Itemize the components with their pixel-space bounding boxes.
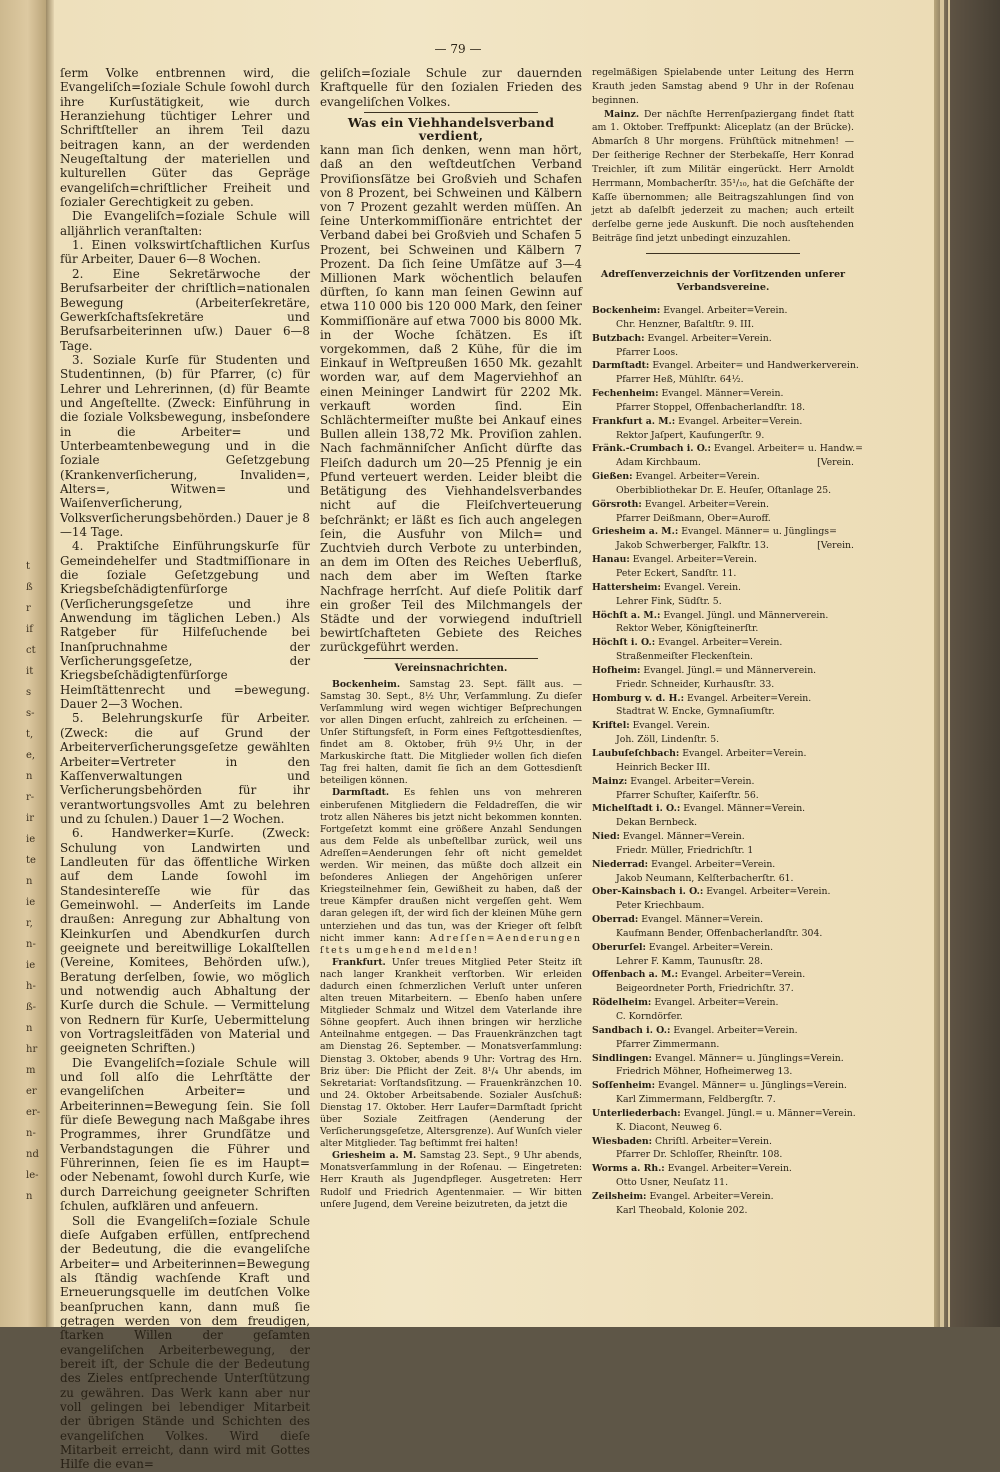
directory-town: Oberrad: (592, 914, 639, 926)
margin-fragment: ß (26, 582, 33, 593)
directory-verein: Evangel. Verein. (629, 720, 710, 732)
directory-chairman (616, 567, 854, 581)
directory-person: Stadtrat W. Encke, Gymnaſiumſtr. (616, 706, 775, 718)
directory-entry (592, 332, 854, 346)
margin-fragment: ir (26, 813, 34, 824)
directory-chairman (616, 844, 854, 858)
directory-verein: Evangel. Arbeiter=Verein. (660, 304, 788, 316)
directory-verein: Evangel. Arbeiter=Verein. (645, 941, 774, 953)
directory-person: C. Korndörfer. (616, 1011, 683, 1022)
directory-person: Oberbibliothekar Dr. E. Heuſer, Oſtanlage 25. (616, 484, 832, 496)
directory-town: Homburg v. d. H.: (592, 692, 685, 704)
directory-verein: Evangel. Arbeiter=Verein. (684, 692, 812, 704)
margin-fragment: s (26, 687, 32, 698)
directory-entry (592, 581, 854, 595)
directory-verein: Evangel. Männer=Verein. (680, 803, 806, 815)
directory-person: Chr. Henzner, Baſaltſtr. 9. III. (616, 318, 755, 330)
section-title: Vereinsnachrichten. (394, 662, 508, 674)
margin-fragment: te (26, 855, 36, 866)
margin-fragment: n (26, 876, 33, 887)
directory-town: Sindlingen: (592, 1052, 652, 1064)
paragraph: 4. Praktiſche Einführungskurſe für Gemeindehelfer und Stadtmiſſionare in die ſoziale Geſetzgebung und Kriegsbeſchädigtenfürſorge (Verſicherungsgeſetze und ihre Anwendung im täglichen Leben.) Als Ratgeber für Hilfeſuchende bei Inanſpruchnahme der Verſicherungsgeſetze, der Kriegsbeſchädigtenfürſorge Heimſtättenrecht und =bewegung. Dauer 2—3 Wochen. (60, 539, 310, 712)
directory-town: Sandbach i. O.: (592, 1024, 671, 1036)
directory-entry (592, 304, 854, 318)
news-item (320, 787, 582, 956)
news-town: Frankfurt. (332, 956, 386, 968)
directory-verein: Evangel. Arbeiter=Verein. (648, 858, 776, 870)
directory-entry (592, 913, 854, 927)
directory-verein-tail: [Verein. (817, 457, 854, 469)
directory-verein: Evangel. Arbeiter=Verein. (644, 332, 772, 344)
news-list (320, 679, 582, 1211)
directory-verein: Evangel. Arbeiter=Verein. (641, 498, 770, 510)
directory-town: Rödelheim: (592, 997, 652, 1009)
directory-entry (592, 885, 854, 899)
directory-entry (592, 747, 854, 761)
directory-chairman (616, 982, 854, 996)
directory-town: Niederrad: (592, 858, 649, 870)
directory-chairman (616, 539, 854, 553)
margin-fragment: n (26, 771, 33, 782)
directory-entry (592, 830, 854, 844)
directory-town: Ober-Kainsbach i. O.: (592, 886, 704, 898)
directory-chairman (616, 650, 854, 664)
directory-chairman (616, 1148, 854, 1162)
page-edge-band (948, 0, 950, 1327)
divider (364, 112, 538, 113)
margin-fragment: e, (26, 750, 36, 761)
directory-person: Pfarrer Loos. (616, 346, 679, 358)
directory-chairman (616, 622, 854, 636)
directory-person: Lehrer F. Kamm, Taunusſtr. 28. (616, 955, 764, 967)
directory-person: Dekan Bernbeck. (616, 817, 698, 829)
margin-fragment: h- (26, 981, 36, 992)
directory-chairman (616, 1121, 854, 1135)
directory-entry (592, 719, 854, 733)
directory-person: Jakob Neumann, Kelſterbacherſtr. 61. (616, 872, 794, 884)
margin-fragment: ct (26, 645, 36, 656)
directory-entry (592, 692, 854, 706)
margin-fragment: t, (26, 729, 34, 740)
margin-fragment: ie (26, 960, 36, 971)
page-edge-band (940, 0, 944, 1327)
column-1 (60, 66, 310, 1472)
margin-fragment: t (26, 561, 31, 572)
directory-verein: Evangel. Arbeiter=Verein. (651, 997, 779, 1009)
directory-entry (592, 387, 854, 401)
news-item (320, 957, 582, 1151)
directory-town: Bockenheim: (592, 304, 661, 316)
directory-chairman (616, 401, 854, 415)
directory-town: Hattersheim: (592, 581, 661, 593)
paragraph: 2. Eine Sekretärwoche der Berufsarbeiter der chriſtlich=nationalen Bewegung (Arbeiterſekretäre, Gewerkſchaftsſekretäre und Berufsarbeiterinnen uſw.) Dauer 6—8 Tage. (60, 266, 310, 353)
directory-town: Darmſtadt: (592, 360, 650, 372)
directory-chairman (616, 346, 854, 360)
directory-town: Laubuſeſchbach: (592, 747, 680, 759)
directory-town: Worms a. Rh.: (592, 1163, 665, 1175)
directory-entry (592, 1024, 854, 1038)
news-item (320, 679, 582, 788)
directory-verein: Evangel. Jüngl.= u. Männer=Verein. (680, 1107, 856, 1119)
directory-verein: Evangel. Männer=Verein. (658, 388, 784, 400)
margin-fragment: m (26, 1065, 36, 1076)
directory-verein: Chriſtl. Arbeiter=Verein. (652, 1135, 772, 1147)
margin-fragment: hr (26, 1044, 38, 1055)
directory-town: Griesheim a. M.: (592, 526, 679, 538)
margin-fragment: n- (26, 939, 36, 950)
margin-fragment: nd (26, 1149, 39, 1160)
directory-person: Heinrich Becker III. (616, 761, 711, 773)
directory-town: Michelſtadt i. O.: (592, 803, 681, 815)
directory-person: Jakob Schwerberger, Falkſtr. 13. (616, 540, 769, 552)
directory-person: Pfarrer Zimmermann. (616, 1038, 720, 1050)
directory-chairman (616, 816, 854, 830)
directory-entry (592, 1079, 854, 1093)
margin-fragment: r, (26, 918, 33, 929)
margin-fragment: le- (26, 1170, 39, 1181)
directory-chairman (616, 927, 854, 941)
directory-person: Straßenmeiſter Fleckenſtein. (616, 651, 754, 663)
directory-chairman (616, 318, 854, 332)
directory-person: Karl Theobald, Kolonie 202. (616, 1204, 748, 1216)
directory-chairman (616, 1176, 854, 1190)
directory-entry (592, 525, 854, 539)
paragraph: geliſch=ſoziale Schule zur dauernden Kraftquelle für den ſozialen Frieden des evangeliſchen Volkes. (320, 66, 582, 109)
directory-person: Otto Usner, Neuſatz 11. (616, 1177, 729, 1189)
directory-chairman (616, 1065, 854, 1079)
margin-fragment: if (26, 624, 33, 635)
paragraph: ſerm Volke entbrennen wird, die Evangeliſch=ſoziale Schule ſowohl durch ihre Kurſustätigkeit, wie durch Heranziehung tüchtiger Lehrer und Schriftſteller an ihrem Teil dazu beitragen kann, an der werdenden Neugeſtaltung der materiellen und kulturellen Güter das Gepräge evangeliſch=chriſtlicher Freiheit und ſozialer Gerechtigkeit zu geben. (60, 66, 310, 210)
directory-town: Unterliederbach: (592, 1107, 681, 1119)
directory-verein: Evangel. Arbeiter=Verein. (703, 886, 831, 898)
directory-person: Friedr. Schneider, Kurhausſtr. 33. (616, 678, 775, 690)
directory-entry (592, 1107, 854, 1121)
margin-fragment: er- (26, 1107, 41, 1118)
directory-town: Frankfurt a. M.: (592, 415, 676, 427)
news-text: Samstag 23. Sept. fällt aus. — Samstag 30. Sept., 8½ Uhr, Verſammlung. Zu dieſer Verſammlung wird wegen wichtiger Beſprechungen vor allen Dingen erſucht, zahlreich zu erſcheinen. — Unſer Stiftungsfeſt, in Form eines Feſtgottesdienſtes, findet am 8. Oktober, früh 9½ Uhr, in der Markuskirche ſtatt. Die Mitglieder wollen ſich dieſen Tag frei halten, damit ſie ſich an dem Gottesdienſt beteiligen können. (320, 678, 582, 787)
column-2 (320, 66, 582, 1211)
directory-chairman (616, 1010, 854, 1024)
news-text: Samstag 23. Sept., 9 Uhr abends, Monatsverſammlung in der Roſenau. — Eingetreten: Herr Krauth als Jugendpfleger. Ausgetreten: Herr Rudolf und Friedrich Agentenmaier. — Wir bitten unſere Jugend, dem Vereine beizutreten, da jetzt die (320, 1150, 582, 1210)
directory-person: Adam Kirchbaum. (616, 457, 701, 469)
directory-verein: Evangel. Verein. (660, 581, 742, 593)
margin-fragment: ß- (26, 1002, 37, 1013)
directory-person: Pfarrer Schuſter, Kaiſerſtr. 56. (616, 789, 759, 801)
directory-person: K. Diacont, Neuweg 6. (616, 1121, 723, 1133)
directory-verein: Evangel. Männer=Verein. (619, 831, 745, 843)
directory-town: Fränk.-Crumbach i. O.: (592, 443, 711, 455)
margin-fragment: n (26, 1023, 33, 1034)
column-3 (592, 66, 863, 1218)
directory-verein: Evangel. Arbeiter=Verein. (670, 1024, 798, 1036)
directory-entry (592, 996, 854, 1010)
article-title: Was ein Viehhandelsverband verdient, (347, 115, 555, 144)
margin-fragment: it (26, 666, 34, 677)
article-text: kann man ſich denken, wenn man hört, daß an den weſtdeutſchen Verband Proviſionsſätze bei Großvieh und Schafen von 8 Prozent, bei Schweinen und Kälbern von 7 Prozent gezahlt werden müſſen. An ſeine Unterkommiſſionäre entrichtet der Verband dabei bei Großvieh und Schafen 5 Prozent, bei Schweinen und Kälbern 7 Prozent. Da ſich ſeine Umſätze auf 3—4 Millionen Mark wöchentlich belaufen dürften, ſo kann man ſeinen Gewinn auf etwa 110 000 bis 120 000 Mark, den ſeiner Kommiſſionäre auf etwa 7000 bis 8000 Mk. in der Woche ſchätzen. Es iſt vorgekommen, daß 2 Kühe, für die im Einkauf in Weſtpreußen 1650 Mk. gezahlt worden war, auf dem Magerviehhof an einen Meininger Landwirt für 2202 Mk. verkauft worden ſind. Ein Schlächtermeiſter mußte bei Ankauf eines Bullen allein 138,72 Mk. Proviſion zahlen. Nach fachmänniſcher Anſicht dürfte das Fleiſch dadurch um 20—25 Pfennig je ein Pfund verteuert werden. Leider bleibt die Betätigung des Viehhandelsverbandes nicht auf die Fleiſchverteuerung beſchränkt; er läßt es ſich auch angelegen ſein, die Ausfuhr von Milch= und Zuchtvieh durch Verbote zu unterbinden, an dem im Oſten des Reiches Ueberfluß, nach dem aber im Weſten ſtarke Nachfrage herrſcht. Auf dieſe Politik darf ein großer Teil des Milchmangels der Städte und der vorwiegend induſtriell bewirtſchafteten Gebiete des Reiches zurückgeführt werden. (320, 143, 582, 655)
margin-fragment: er (26, 1086, 37, 1097)
directory-entry (592, 1190, 854, 1204)
paragraph: Die Evangeliſch=ſoziale Schule will alljährlich veranſtalten: (60, 209, 310, 238)
directory-town: Offenbach a. M.: (592, 969, 679, 981)
directory-chairman (616, 1093, 854, 1107)
directory-person: Karl Zimmermann, Feldbergſtr. 7. (616, 1094, 776, 1106)
directory-entry (592, 941, 854, 955)
directory-entry (592, 470, 854, 484)
directory-chairman (616, 955, 854, 969)
paragraph: Soll die Evangeliſch=ſoziale Schule dieſe Aufgaben erfüllen, entſprechend der Bedeutung, die die evangeliſche Arbeiter= und Arbeiterinnen=Bewegung als ſtändig wachſende Kraft und Erneuerungsquelle im deutſchen Volke beanſpruchen kann, dann muß ſie getragen werden von dem freudigen, ſtarken Willen der geſamten evangeliſchen Arbeiterbewegung, der bereit iſt, der Schule die der Bedeutung des Zieles entſprechende Unterſtützung zu gewähren. Das Werk kann aber nur voll gelingen bei lebendiger Mitarbeit der übrigen Stände und Schichten des evangeliſchen Volkes. Wird dieſe Mitarbeit erreicht, dann wird mit Gottes Hilfe die evan= (60, 1213, 310, 1472)
directory-town: Oberurſel: (592, 941, 646, 953)
page-number: — 79 — (434, 42, 482, 56)
directory-verein: Evangel. Jüngl. und Männerverein. (660, 609, 829, 621)
divider (364, 658, 538, 659)
directory-verein: Evangel. Arbeiter= u. Handw.= (710, 443, 863, 455)
directory-town: Mainz: (592, 775, 628, 787)
directory-verein: Evangel. Männer=Verein. (638, 914, 764, 926)
news-town: Mainz. (604, 108, 640, 120)
directory-chairman (616, 595, 854, 609)
directory-chairman (616, 705, 854, 719)
directory-verein-tail: [Verein. (817, 540, 854, 552)
directory-entry (592, 775, 854, 789)
directory-entry (592, 802, 854, 816)
news-item (320, 1150, 582, 1210)
directory-title (592, 268, 854, 294)
directory-person: Rektor Jaſpert, Kaufungerſtr. 9. (616, 429, 765, 441)
directory-person: Pfarrer Deißmann, Ober=Auroff. (616, 512, 771, 524)
directory-chairman (616, 429, 854, 443)
directory-verein: Evangel. Arbeiter=Verein. (655, 637, 783, 649)
book-gutter (46, 0, 54, 1327)
directory-verein: Evangel. Arbeiter=Verein. (646, 1190, 774, 1202)
news-town: Bockenheim. (332, 678, 401, 690)
directory-verein: Evangel. Arbeiter=Verein. (629, 554, 757, 566)
margin-fragment: n- (26, 1128, 36, 1139)
margin-fragment: r (26, 603, 31, 614)
directory-entry (592, 498, 854, 512)
directory-chairman (616, 899, 854, 913)
paragraph: Die Evangeliſch=ſoziale Schule will und ſoll alſo die Lehrſtätte der evangeliſchen Arbeiter= und Arbeiterinnen=Bewegung ſein. Sie ſoll für dieſe Bewegung nach Maßgabe ihres Programmes, ihrer Grundſätze und Verbandstagungen die Führer und Führerinnen, ſeien ſie es im Haupt= oder Nebenamt, ſowohl durch Kurſe, wie durch Darreichung geeigneter Schriften ſchulen, aufklären und anfeuern. (60, 1055, 310, 1214)
directory-person: Friedr. Müller, Friedrichſtr. 1 (616, 844, 754, 856)
margin-fragment: s- (26, 708, 35, 719)
news-emphasis: Adreſſen=Aenderungen ſtets umgehend melden! (320, 932, 582, 956)
directory-entry (592, 858, 854, 872)
paragraph: 3. Soziale Kurſe für Studenten und Studentinnen, (b) für Pfarrer, (c) für Lehrer und Lehrerinnen, (d) für Beamte und Angeſtellte. (Zweck: Einführung in die ſoziale Volksbewegung, insbeſondere in die Arbeiter= und Unterbeamtenbewegung und in die ſoziale Geſetzgebung (Krankenverſicherung, Invaliden=, Alters=, Witwen= und Waiſenverſicherung, Volksverſicherungsbehörden.) Dauer je 8—14 Tage. (60, 352, 310, 539)
directory-verein: Evangel. Arbeiter=Verein. (627, 775, 755, 787)
directory-person: Peter Eckert, Sandſtr. 11. (616, 568, 737, 579)
directory-town: Hofheim: (592, 664, 641, 676)
news-text: Der nächſte Herrenſpaziergang findet ſtatt am 1. Oktober. Treffpunkt: Aliceplatz (an der Brücke). Abmarſch 8 Uhr morgens. Frühſtück mitnehmen! — Der ſeitherige Rechner der Sterbekaſſe, Herr Konrad Treichler, iſt zum Militär eingerückt. Herr Arnoldt Herrmann, Mombacherſtr. 35¹/₁₀, hat die Geſchäfte der Kaſſe übernommen; alle Beitragszahlungen ſind von jetzt ab daſelbſt jederzeit zu machen; auch erteilt derſelbe gerne jede Auskunft. Die noch ausſtehenden Beiträge ſind jetzt unbedingt einzuzahlen. (592, 108, 854, 245)
directory-town: Höchſt i. O.: (592, 637, 656, 649)
directory-entry (592, 968, 854, 982)
directory-town: Fechenheim: (592, 388, 659, 400)
directory-verein: Evangel. Arbeiter=Verein. (675, 415, 803, 427)
directory-chairman (616, 761, 854, 775)
directory-town: Kriftel: (592, 720, 630, 732)
directory-verein: Evangel. Männer= u. Jünglings= (678, 526, 837, 538)
directory-town: Hanau: (592, 554, 630, 566)
paragraph: 1. Einen volkswirtſchaftlichen Kurſus für Arbeiter, Dauer 6—8 Wochen. (60, 238, 310, 267)
directory-chairman (616, 1204, 854, 1218)
news-item (592, 108, 854, 246)
directory-town: Höchſt a. M.: (592, 609, 661, 621)
previous-page-edge (0, 0, 46, 1327)
directory-entry (592, 1162, 854, 1176)
news-text: Es fehlen uns von mehreren einberufenen Mitgliedern die Feldadreſſen, die wir trotz allen Näheres bis jetzt nicht bekommen konnten. Fortgeſetzt kommt eine größere Anzahl Sendungen aus dem Felde als unbeſtellbar zurück, weil uns Adreſſen=Aenderungen ſehr oft nicht gemeldet werden. Wir meinen, das müßte doch allzeit ein beſonderes Anliegen der Angehörigen unſerer Kriegsteilnehmer ſein, Gewißheit zu haben, daß der treue Kämpfer draußen nicht vergeſſen geht. Wem daran gelegen iſt, der wird ſich der kleinen Mühe gern unterziehen und das tun, was der Krieger oft ſelbſt nicht immer kann: (320, 787, 582, 944)
margin-fragment: r- (26, 792, 35, 803)
directory-title-line: Verbandsvereine. (676, 281, 770, 293)
directory-verein: Evangel. Männer= u. Jünglings=Verein. (651, 1052, 844, 1064)
paragraph: 6. Handwerker=Kurſe. (Zweck: Schulung von Landwirten und Landleuten für das öffentliche Wirken auf dem Lande ſowohl im Standesintereſſe wie für das Gemeinwohl. — Anderſeits im Lande draußen: Anregung zur Abhaltung von Kleinkurſen und Abendkurſen durch geeignete und bereitwillige Lokalſtellen (Vereine, Komitees, Behörden uſw.), Beratung derſelben, ſowie, wo möglich und notwendig auch Abhaltung der Kurſe durch die Schule. — Vermittelung von Rednern für Kurſe, Uebermittelung von Vortragsleitfäden von Material und geeigneten Schriften.) (60, 826, 310, 1056)
directory-person: Pfarrer Dr. Schloſſer, Rheinſtr. 108. (616, 1149, 783, 1161)
directory-town: Butzbach: (592, 332, 645, 344)
directory-person: Beigeordneter Porth, Friedrichſtr. 37. (616, 983, 794, 995)
directory-verein: Evangel. Arbeiter=Verein. (664, 1163, 792, 1175)
paragraph: regelmäßigen Spielabende unter Leitung des Herrn Krauth jeden Samstag abend 9 Uhr in der Roſenau beginnen. (592, 67, 854, 106)
directory-chairman (616, 373, 854, 387)
directory-entry (592, 359, 859, 373)
directory-town: Zeilsheim: (592, 1190, 647, 1202)
directory-chairman (616, 733, 854, 747)
directory-person: Pfarrer Heß, Mühlſtr. 64½. (616, 374, 744, 386)
directory-chairman (616, 456, 854, 470)
directory-entry (592, 1052, 854, 1066)
directory-chairman (616, 678, 854, 692)
directory-verein: Evangel. Männer= u. Jünglings=Verein. (655, 1080, 847, 1092)
directory-verein: Evangel. Arbeiter=Verein. (632, 471, 760, 483)
margin-fragment: n (26, 1191, 33, 1202)
directory-chairman (616, 1038, 854, 1052)
book-edge (934, 0, 1000, 1327)
paragraph: 5. Belehrungskurſe für Arbeiter. (Zweck: die auf Grund der Arbeiterverſicherungsgeſetze gewählten Arbeiter=Vertreter in den Kaſſenverwaltungen und Verſicherungsbehörden für ihr verantwortungsvolles Amt zu belehren und zu ſchulen.) Dauer 1—2 Wochen. (60, 711, 310, 826)
directory-entry (592, 636, 854, 650)
directory-entry (592, 609, 854, 623)
directory-list (592, 304, 863, 1218)
news-text: Unſer treues Mitglied Peter Steitz iſt nach langer Krankheit verſtorben. Wir erleiden dadurch einen ſchmerzlichen Verluſt unter unſeren alten treuen Mitarbeitern. — Ebenſo haben unſere Mitglieder Schmalz und Witzel dem Vaterlande ihre Söhne geopfert. Auch ihnen bringen wir herzliche Anteilnahme entgegen. — Das Frauenkränzchen tagt am Dienstag 26. September. — Monatsverſammlung: Dienstag 3. Oktober, abends 9 Uhr: Vortrag des Hrn. Briz über: Die Pflicht der Zeit. 8¹/₄ Uhr abends, im Sekretariat: Vorſtandsſitzung. — Frauenkränzchen 10. und 24. Oktober Arbeitsabende. Sozialer Ausſchuß: Dienstag 17. Oktober. Herr Laufer=Darmſtadt ſpricht über Soziale Zeitfragen (Aenderung der Verſicherungsgeſetze, Altersgrenze). Auf Wunſch vieler alter Mitglieder. Tag beſtimmt frei halten! (320, 956, 582, 1150)
directory-person: Lehrer Fink, Südſtr. 5. (616, 595, 722, 607)
divider (646, 253, 800, 254)
directory-chairman (616, 484, 854, 498)
directory-person: Pfarrer Stoppel, Offenbacherlandſtr. 18. (616, 401, 806, 413)
directory-entry (592, 1135, 854, 1149)
directory-entry (592, 553, 854, 567)
directory-verein: Evangel. Arbeiter= und Handwerkerverein. (649, 360, 859, 372)
directory-verein: Evangel. Jüngl.= und Männerverein. (640, 664, 817, 676)
margin-fragment: ie (26, 834, 36, 845)
directory-person: Rektor Weber, Königſteinerſtr. (616, 623, 759, 635)
directory-chairman (616, 512, 854, 526)
directory-chairman (616, 789, 854, 803)
directory-verein: Evangel. Arbeiter=Verein. (678, 969, 806, 981)
directory-person: Kaufmann Bender, Offenbacherlandſtr. 304. (616, 927, 823, 939)
directory-town: Gießen: (592, 471, 633, 483)
directory-entry (592, 664, 854, 678)
news-town: Griesheim a. M. (332, 1150, 417, 1162)
margin-fragment: ie (26, 897, 36, 908)
directory-person: Friedrich Möhner, Hofheimerweg 13. (616, 1066, 793, 1078)
directory-chairman (616, 872, 854, 886)
directory-person: Joh. Zöll, Lindenſtr. 5. (616, 734, 720, 746)
directory-town: Soſſenheim: (592, 1080, 656, 1092)
directory-town: Wiesbaden: (592, 1135, 653, 1147)
directory-town: Görsroth: (592, 498, 642, 510)
news-town: Darmſtadt. (332, 787, 390, 799)
directory-entry (592, 415, 854, 429)
directory-verein: Evangel. Arbeiter=Verein. (679, 747, 807, 759)
directory-entry (592, 442, 863, 456)
directory-town: Nied: (592, 831, 620, 843)
directory-person: Peter Kriechbaum. (616, 900, 705, 912)
directory-title-line: Adreſſenverzeichnis der Vorſitzenden unſerer (600, 268, 846, 280)
